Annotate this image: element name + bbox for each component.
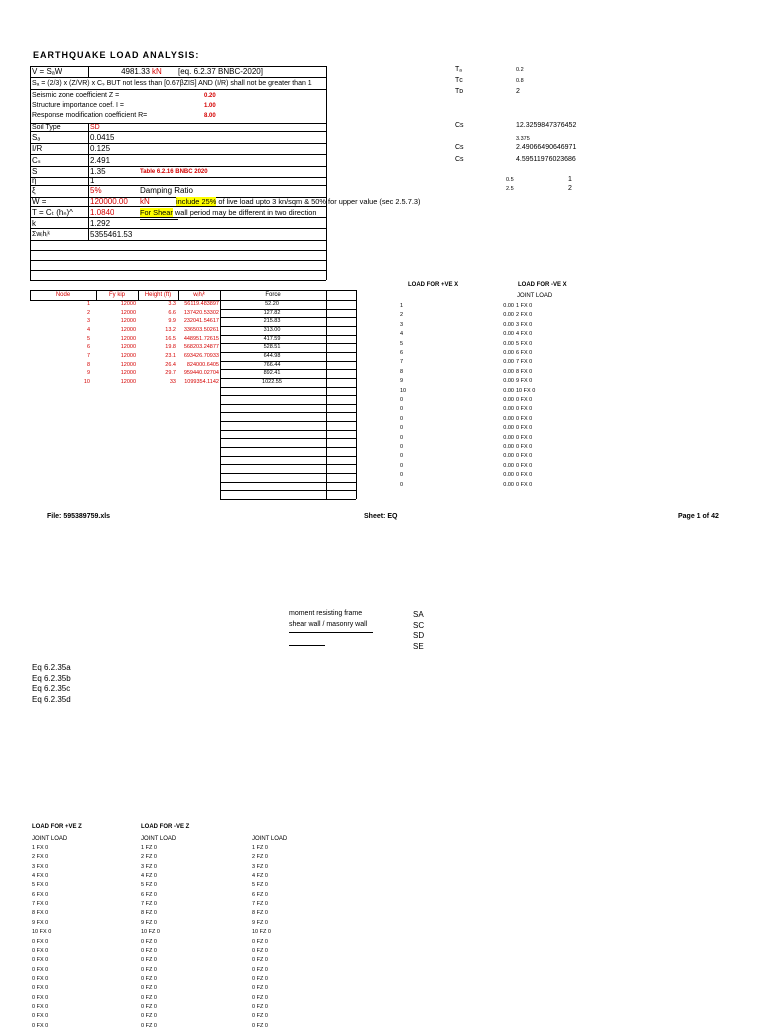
- load-x-joint: 0 FX 0: [516, 397, 533, 403]
- load-x-node: 9: [400, 378, 404, 385]
- t-value: 1.0840: [90, 208, 115, 217]
- load-x-joint: 8 FX 0: [516, 368, 533, 375]
- table-cell: 313.00: [263, 326, 281, 333]
- frame-type-code: SD: [413, 631, 425, 640]
- equation-label: Eq 6.2.35b: [32, 673, 71, 683]
- table-cell: 137420.53302: [183, 309, 219, 316]
- table-cell: 448951.72615: [183, 335, 219, 342]
- s-label: S: [32, 167, 38, 176]
- frame-type-code: SC: [413, 620, 425, 630]
- load-x-joint: 0 FX 0: [516, 434, 533, 441]
- right-param-value: 2: [516, 88, 520, 95]
- load-x-node: 7: [400, 359, 404, 366]
- load-x-joint: 0 FX 0: [516, 481, 533, 488]
- load-z-entry: 9 FZ 0: [141, 919, 157, 926]
- load-z-entry: 0 FX 0: [32, 966, 49, 973]
- table-cell: 12000: [120, 370, 136, 377]
- table-cell: 26.4: [165, 361, 176, 368]
- load-x-joint: 10 FX 0: [516, 387, 536, 394]
- right-param-label: Tᴄ: [455, 77, 463, 84]
- table-cell: 693426.70933: [183, 352, 219, 359]
- table-cell: 12000: [120, 301, 136, 307]
- r-label: Response modification coefficient R=: [32, 112, 148, 119]
- table-cell: 12000: [120, 335, 136, 342]
- load-z-entry: 0 FX 0: [32, 1022, 49, 1029]
- load-x-joint: 0 FX 0: [516, 406, 533, 413]
- load-z-entry: 0 FZ 0: [141, 938, 157, 945]
- load-z-entry: 0 FX 0: [32, 947, 49, 954]
- frame-type-code: SE: [413, 641, 424, 651]
- table-cell: 12000: [120, 352, 136, 359]
- xi-value: 5%: [90, 186, 102, 195]
- load-z-entry: 5 FZ 0: [252, 882, 268, 889]
- load-x-force: 0.00: [503, 462, 514, 469]
- w-note-text: of live load upto 3 kn/sqm & 50% for upper value (sec 2.5.7.3): [216, 197, 421, 206]
- t-note-text: wall period may be different in two direction: [172, 208, 317, 217]
- load-x-joint: 5 FX 0: [516, 340, 533, 347]
- table-cell: 12000: [120, 326, 136, 333]
- load-z-entry: 6 FZ 0: [252, 891, 268, 898]
- load-x-force: 0.00: [503, 453, 514, 460]
- v-reference: [eq. 6.2.37 BNBC-2020]: [178, 67, 263, 76]
- load-z-entry: 0 FZ 0: [252, 975, 268, 982]
- load-x-force: 0.00: [503, 340, 514, 347]
- extra-pair-b: 2: [568, 185, 572, 192]
- load-z-entry: 3 FZ 0: [141, 863, 157, 870]
- ir-label: I/R: [32, 144, 43, 153]
- table-cell: 2: [86, 309, 90, 316]
- t-label: T = Cₜ (hₙ)^: [32, 208, 73, 217]
- load-x-force: 0.00: [503, 415, 514, 422]
- load-x-node: 0: [400, 397, 404, 403]
- table-header: Force: [265, 292, 281, 298]
- cs-list-value: 4.59511976023686: [516, 156, 576, 163]
- w-note-highlight: include 25%: [176, 197, 217, 206]
- load-z-entry: 8 FZ 0: [252, 910, 268, 917]
- table-header: Height (ft): [144, 292, 172, 298]
- load-x-force: 0.00: [503, 406, 514, 413]
- table-cell: 8: [86, 361, 90, 368]
- load-z-entry: 0 FZ 0: [252, 1013, 268, 1020]
- table-cell: 56119.483897: [184, 301, 219, 307]
- table-cell: 1022.55: [262, 378, 282, 385]
- load-x-force: 0.00: [503, 434, 514, 441]
- load-x-joint: 0 FX 0: [516, 472, 533, 479]
- equation-label: Eq 6.2.35a: [32, 663, 71, 672]
- z-value: 0.20: [204, 93, 216, 99]
- load-z-entry: 4 FZ 0: [141, 873, 157, 880]
- table-cell: 52.20: [265, 301, 279, 307]
- load-z-entry: 9 FX 0: [32, 919, 49, 926]
- table-cell: 824000.6405: [186, 361, 219, 368]
- table-cell: 766.44: [263, 361, 281, 368]
- table-cell: 19.8: [165, 344, 176, 351]
- load-z-entry: 3 FZ 0: [252, 863, 268, 870]
- load-x-force: 0.00: [503, 312, 514, 319]
- page-title: EARTHQUAKE LOAD ANALYSIS:: [33, 50, 200, 60]
- cs-list-label: Cs: [455, 144, 464, 151]
- load-z-entry: 0 FX 0: [32, 1013, 49, 1020]
- load-x-node: 3: [400, 321, 404, 328]
- load-x-node: 0: [400, 444, 404, 450]
- load-z-entry: 0 FZ 0: [141, 985, 157, 992]
- load-z-entry: 4 FZ 0: [252, 873, 268, 880]
- table-header: Fy kip: [108, 292, 125, 298]
- load-z-entry: 2 FX 0: [32, 854, 49, 861]
- i-value: 1.00: [204, 103, 216, 109]
- eta-label: η: [32, 176, 37, 185]
- load-z-entry: 0 FZ 0: [141, 947, 157, 954]
- load-x-force: 0.00: [503, 350, 514, 356]
- i-label: Structure importance coef. I =: [32, 102, 125, 109]
- extra-pair-a: 0.5: [506, 177, 514, 183]
- load-x-node: 8: [400, 368, 404, 375]
- xi-label: ξ: [32, 186, 36, 195]
- load-x-node: 0: [400, 462, 404, 469]
- table-cell: 568203.24877: [183, 344, 219, 351]
- load-x-node: 6: [400, 350, 404, 356]
- eta-value: 1: [90, 176, 95, 185]
- load-x-force: 0.00: [503, 368, 514, 375]
- table-cell: 12000: [120, 309, 136, 316]
- load-x-node: 5: [400, 340, 404, 347]
- load-z-entry: 7 FX 0: [32, 901, 49, 908]
- frame-type-code: SA: [413, 610, 424, 619]
- load-z-entry: 1 FZ 0: [141, 845, 157, 851]
- load-x-force: 0.00: [503, 397, 514, 403]
- w-label: W =: [32, 197, 47, 206]
- load-x-joint: 7 FX 0: [516, 359, 533, 366]
- load-z-entry: 0 FZ 0: [252, 1003, 268, 1010]
- table-cell: 1: [86, 301, 90, 307]
- load-z-entry: 0 FX 0: [32, 938, 49, 945]
- load-x-pos-title: LOAD FOR +VE X: [408, 282, 459, 288]
- load-z-entry: 0 FX 0: [32, 957, 49, 964]
- xi-note: Damping Ratio: [140, 186, 193, 195]
- load-x-joint: 0 FX 0: [516, 425, 533, 432]
- equation-label: Eq 6.2.35c: [32, 684, 71, 693]
- sa-label: Sₐ: [32, 133, 41, 142]
- load-x-force: 0.00: [503, 387, 514, 394]
- load-z-entry: 0 FZ 0: [252, 1022, 268, 1029]
- load-z-entry: 0 FZ 0: [252, 947, 268, 954]
- table-cell: 215.83: [263, 318, 281, 325]
- load-x-force: 0.00: [503, 321, 514, 328]
- load-z-entry: 0 FZ 0: [141, 975, 157, 982]
- load-x-node: 1: [400, 303, 404, 309]
- load-z-entry: 0 FZ 0: [252, 966, 268, 973]
- footer-page: Page 1 of 42: [678, 513, 719, 520]
- table-cell: 10: [83, 378, 90, 385]
- table-cell: 16.5: [165, 335, 176, 342]
- load-z-entry: 0 FZ 0: [141, 1022, 157, 1029]
- load-z-entry: 0 FZ 0: [141, 1013, 157, 1020]
- table-cell: 417.59: [263, 335, 281, 342]
- load-x-joint: 9 FX 0: [516, 378, 533, 385]
- cs-list-label: Cs: [455, 156, 464, 163]
- load-z-entry: 0 FX 0: [32, 1003, 49, 1010]
- load-x-force: 0.00: [503, 444, 514, 450]
- load-x-force: 0.00: [503, 378, 514, 385]
- t-note-highlight: For Shear: [140, 208, 173, 217]
- load-x-node: 0: [400, 481, 404, 488]
- table-cell: 1099354.1142: [184, 378, 219, 385]
- table-cell: 23.1: [165, 352, 176, 359]
- load-z-entry: 6 FZ 0: [141, 891, 157, 898]
- table-cell: 9: [86, 370, 90, 377]
- table-cell: 9.9: [168, 318, 176, 325]
- load-z-entry: 0 FX 0: [32, 994, 49, 1001]
- load-x-node: 0: [400, 406, 404, 413]
- load-x-joint: 6 FX 0: [516, 350, 533, 356]
- table-cell: 12000: [120, 318, 136, 325]
- load-z-entry: 4 FX 0: [32, 873, 49, 880]
- load-z-entry: 2 FZ 0: [141, 854, 157, 861]
- v-unit: kN: [152, 67, 162, 76]
- extra-pair-a: 2.5: [506, 186, 514, 192]
- load-z-entry: 10 FZ 0: [141, 929, 160, 936]
- footer-file: File: 595389759.xls: [47, 513, 111, 520]
- table-cell: 12000: [120, 361, 136, 368]
- table-cell: 33: [169, 378, 176, 385]
- load-z-entry: 3 FX 0: [32, 863, 49, 870]
- load-z-entry: 2 FZ 0: [252, 854, 268, 861]
- load-z-entry: 9 FZ 0: [252, 919, 268, 926]
- load-z-joint-load-3: JOINT LOAD: [252, 836, 288, 842]
- load-x-joint: 4 FX 0: [516, 331, 533, 338]
- sa-note: Sₐ = (2/3) x (Z/VR) x Cₛ BUT not less than [0.67βZIS] AND (I/R) shall not be greater than 1: [32, 80, 312, 87]
- sa-value: 0.0415: [90, 133, 115, 142]
- extra-pair-b: 1: [568, 176, 572, 183]
- load-x-joint: 0 FX 0: [516, 444, 533, 450]
- load-z-pos-title: LOAD FOR +VE Z: [32, 824, 82, 830]
- load-x-node: 0: [400, 472, 404, 479]
- table-cell: 7: [86, 352, 90, 359]
- table-cell: 5: [86, 335, 90, 342]
- load-z-entry: 0 FZ 0: [252, 938, 268, 945]
- table-cell: 12000: [120, 378, 136, 385]
- table-cell: 959440.02704: [183, 370, 219, 377]
- load-x-force: 0.00: [503, 481, 514, 488]
- load-z-entry: 0 FX 0: [32, 985, 49, 992]
- load-z-entry: 0 FZ 0: [252, 994, 268, 1001]
- table-cell: 336503.50261: [183, 326, 219, 333]
- load-z-entry: 0 FZ 0: [252, 985, 268, 992]
- load-z-entry: 7 FZ 0: [141, 901, 157, 908]
- sum-label: Σwᵢhᵢᵏ: [32, 231, 50, 238]
- load-z-entry: 1 FX 0: [32, 845, 49, 851]
- load-x-force: 0.00: [503, 331, 514, 338]
- load-x-joint: 0 FX 0: [516, 462, 533, 469]
- right-param-label: Tₐ: [455, 66, 462, 73]
- cs-label: Cₛ: [32, 156, 41, 165]
- load-z-entry: 5 FX 0: [32, 882, 49, 889]
- load-x-node: 10: [400, 387, 407, 394]
- equation-label: Eq 6.2.35d: [32, 694, 71, 704]
- soil-label: Soil Type: [32, 124, 61, 131]
- load-z-entry: 0 FZ 0: [141, 1003, 157, 1010]
- right-param-value: 0.8: [516, 78, 524, 84]
- table-cell: 232041.54617: [183, 318, 219, 325]
- load-z-entry: 1 FZ 0: [252, 845, 268, 851]
- footer-sheet: Sheet: EQ: [364, 513, 398, 520]
- load-z-entry: 0 FX 0: [32, 975, 49, 982]
- load-x-joint: 1 FX 0: [516, 303, 533, 309]
- table-cell: 12000: [120, 344, 136, 351]
- table-header: Node: [55, 292, 71, 298]
- frame-type-label: moment resisting frame: [289, 610, 363, 617]
- v-label: V = SₐW: [32, 67, 63, 76]
- cs-value: 2.491: [90, 156, 111, 165]
- table-cell: 644.98: [263, 352, 281, 359]
- table-cell: 528.51: [263, 344, 281, 351]
- cs-list-value: 12.3259847376452: [516, 122, 577, 129]
- cs-list-value: 3.375: [516, 136, 530, 142]
- load-x-force: 0.00: [503, 359, 514, 366]
- load-z-entry: 8 FZ 0: [141, 910, 157, 917]
- frame-type-label: shear wall / masonry wall: [289, 620, 368, 628]
- load-z-entry: 5 FZ 0: [141, 882, 157, 889]
- w-unit: kN: [140, 197, 150, 206]
- table-cell: 29.7: [165, 370, 176, 377]
- load-z-entry: 10 FZ 0: [252, 929, 271, 936]
- load-z-joint-load-1: JOINT LOAD: [32, 836, 68, 842]
- load-x-joint-load: JOINT LOAD: [517, 293, 553, 299]
- load-x-node: 0: [400, 415, 404, 422]
- load-z-entry: 0 FZ 0: [252, 957, 268, 964]
- w-note: [176, 197, 420, 206]
- load-z-entry: 0 FZ 0: [141, 966, 157, 973]
- load-z-neg-title: LOAD FOR -VE Z: [141, 824, 190, 830]
- load-x-joint: 0 FX 0: [516, 415, 533, 422]
- load-x-neg-title: LOAD FOR -VE X: [518, 282, 567, 288]
- load-z-entry: 6 FX 0: [32, 891, 49, 898]
- load-z-entry: 7 FZ 0: [252, 901, 268, 908]
- load-x-joint: 3 FX 0: [516, 321, 533, 328]
- right-param-label: Tᴅ: [455, 88, 464, 95]
- sum-value: 5355461.53: [90, 230, 133, 239]
- w-value: 120000.00: [90, 197, 128, 206]
- load-z-joint-load-2: JOINT LOAD: [141, 836, 177, 842]
- table-cell: 6.6: [168, 309, 176, 316]
- table-cell: 892.41: [263, 370, 281, 377]
- load-z-entry: 10 FX 0: [32, 929, 52, 936]
- load-x-node: 4: [400, 331, 404, 338]
- table-header: wᵢhᵢᵏ: [193, 292, 205, 298]
- k-label: k: [32, 219, 36, 228]
- s-value: 1.35: [90, 167, 106, 176]
- load-x-node: 0: [400, 453, 404, 460]
- r-value: 8.00: [204, 113, 216, 119]
- load-x-node: 0: [400, 434, 404, 441]
- table-cell: 3.3: [168, 301, 176, 307]
- load-z-entry: 8 FX 0: [32, 910, 49, 917]
- table-cell: 127.82: [263, 309, 281, 316]
- right-param-value: 0.2: [516, 67, 524, 73]
- load-x-force: 0.00: [503, 303, 514, 309]
- load-z-entry: 0 FZ 0: [141, 994, 157, 1001]
- load-x-force: 0.00: [503, 425, 514, 432]
- t-note: [140, 208, 317, 217]
- table-cell: 13.2: [165, 326, 176, 333]
- load-x-joint: 2 FX 0: [516, 312, 533, 319]
- cs-list-value: 2.49066490646971: [516, 144, 577, 151]
- soil-value: SD: [90, 124, 100, 131]
- load-x-node: 2: [400, 312, 404, 319]
- load-z-entry: 0 FZ 0: [141, 957, 157, 964]
- table-cell: 4: [86, 326, 90, 333]
- k-value: 1.292: [90, 219, 111, 228]
- s-reference: Table 6.2.16 BNBC 2020: [140, 169, 208, 175]
- load-x-node: 0: [400, 425, 404, 432]
- z-label: Seismic zone coefficient Z =: [32, 92, 120, 99]
- ir-value: 0.125: [90, 144, 111, 153]
- v-value: 4981.33: [121, 67, 150, 76]
- cs-list-label: Cs: [455, 122, 464, 129]
- load-x-joint: 0 FX 0: [516, 453, 533, 460]
- load-x-force: 0.00: [503, 472, 514, 479]
- table-cell: 3: [86, 318, 90, 325]
- table-cell: 6: [86, 344, 90, 351]
